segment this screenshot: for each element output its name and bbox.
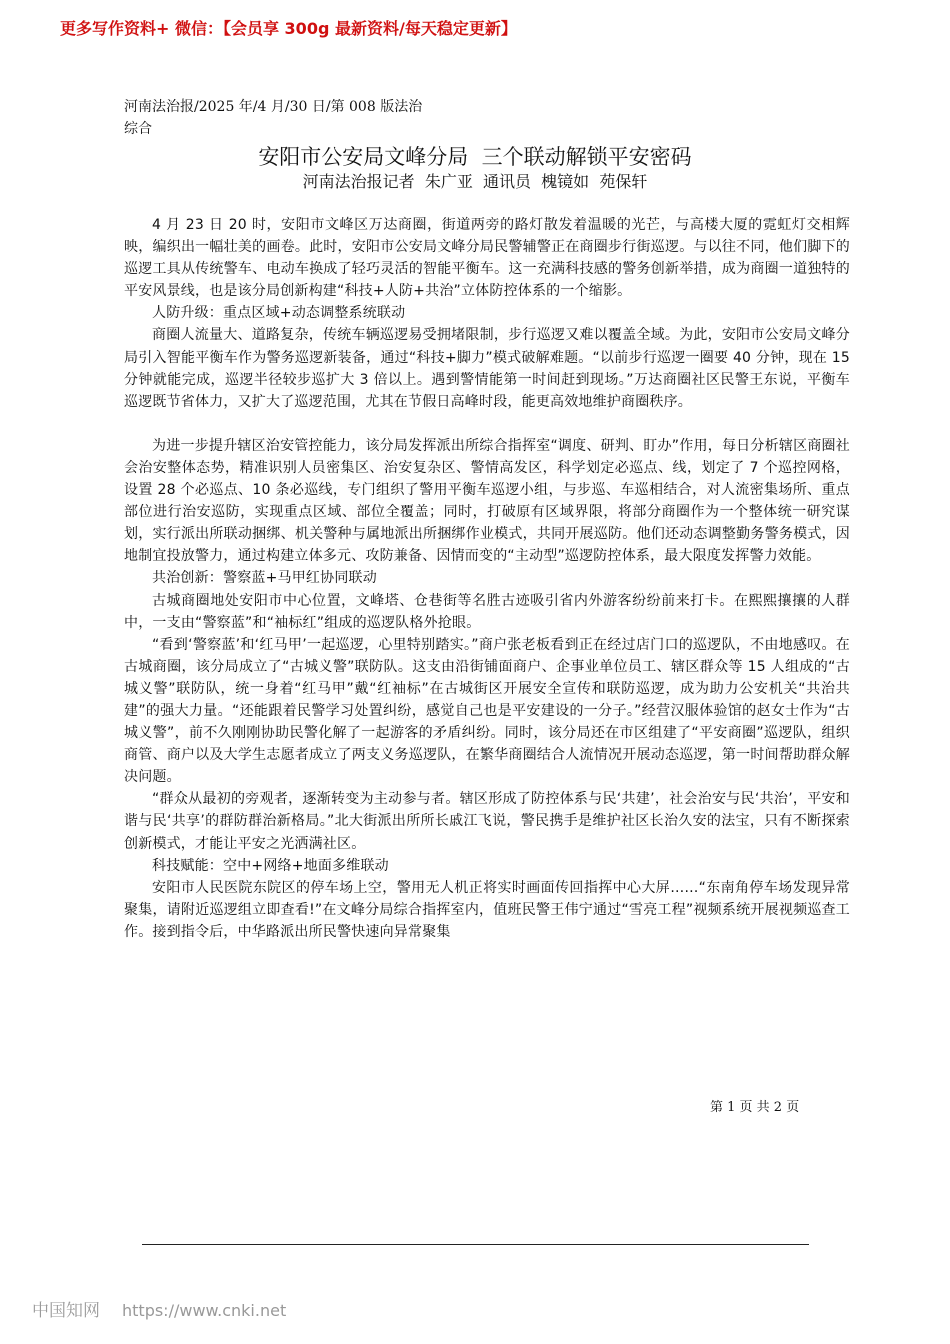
watermark-brand: 中国知网 [32, 1301, 100, 1321]
paragraph: “群众从最初的旁观者，逐渐转变为主动参与者。辖区形成了防控体系与民‘共建’，社会治安与民‘共治’，平安和谐与民‘共享’的群防群治新格局。”北大街派出所所长戚江飞说，警民携手是维护社区长治久安的法宝，只有不断探索创新模式，才能让平安之光洒满社区。 [124, 791, 850, 852]
footer-divider [142, 1244, 809, 1245]
article-byline: 河南法治报记者 朱广亚 通讯员 槐镜如 苑保轩 [302, 172, 648, 191]
paragraph: 商圈人流量大、道路复杂，传统车辆巡逻易受拥堵限制，步行巡逻又难以覆盖全域。为此，安阳市公安局文峰分局引入智能平衡车作为警务巡逻新装备，通过“科技+脚力”模式破解难题。“以前步行巡逻一圈要 40 分钟，现在 15 分钟就能完成，巡逻半径较步巡扩大 3 倍以上。遇到警情能第一时间赶到现场。”万达商圈社区民警王东说，平衡车巡逻既节省体力，又扩大了巡逻范围，尤其在节假日高峰时段，能更高效地维护商圈秩序。 [124, 327, 850, 410]
section-heading: 人防升级：重点区域+动态调整系统联动 [152, 305, 406, 322]
article-body [124, 214, 850, 943]
paragraph: 安阳市人民医院东院区的停车场上空，警用无人机正将实时画面传回指挥中心大屏……“东南角停车场发现异常聚集，请附近巡逻组立即查看!”在文峰分局综合指挥室内，值班民警王伟宁通过“雪亮工程”视频系统开展视频巡查工作。接到指令后，中华路派出所民警快速向异常聚集 [124, 879, 850, 940]
paragraph: 4 月 23 日 20 时，安阳市文峰区万达商圈，街道两旁的路灯散发着温暖的光芒，与高楼大厦的霓虹灯交相辉映，编织出一幅壮美的画卷。此时，安阳市公安局文峰分局民警辅警正在商圈步行街巡逻。与以往不同，他们脚下的巡逻工具从传统警车、电动车换成了轻巧灵活的智能平衡车。这一充满科技感的警务创新举措，成为商圈一道独特的平安风景线，也是该分局创新构建“科技+人防+共治”立体防控体系的一个缩影。 [124, 217, 850, 300]
paragraph: “看到‘警察蓝’和‘红马甲’一起巡逻，心里特别踏实。”商户张老板看到正在经过店门口的巡逻队，不由地感叹。在古城商圈，该分局成立了“古城义警”联防队。这支由沿街铺面商户、企事业单位员工、辖区群众等 15 人组成的“古城义警”联防队，统一身着“红马甲”戴“红袖标”在古城街区开展安全宣传和联防巡逻，成为助力公安机关“共治共建”的强大力量。“还能跟着民警学习处置纠纷，感觉自己也是平安建设的一分子。”经营汉服体验馆的赵女士作为“古城义警”，前不久刚刚协助民警化解了一起游客的矛盾纠纷。同时，该分局还在市区组建了“平安商圈”巡逻队，组织商管、商户以及大学生志愿者成立了两支义务巡逻队，在繁华商圈结合人流情况开展动态巡逻，第一时间帮助群众解决问题。 [124, 636, 850, 786]
section-heading: 科技赋能：空中+网络+地面多维联动 [152, 857, 389, 874]
section-heading: 共治创新：警察蓝+马甲红协同联动 [152, 570, 377, 587]
promo-banner: 更多写作资料+ 微信：【会员享 300g 最新资料/每天稳定更新】 [60, 19, 517, 38]
paragraph-spacer [124, 413, 850, 435]
watermark-url: https://www.cnki.net [122, 1301, 287, 1320]
cnki-watermark [32, 1296, 286, 1321]
page-number: 第 1 页 共 2 页 [710, 1100, 800, 1115]
paragraph: 古城商圈地处安阳市中心位置，文峰塔、仓巷街等名胜古迹吸引省内外游客纷纷前来打卡。在熙熙攘攘的人群中，一支由“警察蓝”和“袖标红”组成的巡逻队格外抢眼。 [124, 592, 850, 631]
article-source: 河南法治报/2025 年/4 月/30 日/第 008 版法治综合 [124, 99, 423, 137]
paragraph: 为进一步提升辖区治安管控能力，该分局发挥派出所综合指挥室“调度、研判、盯办”作用，每日分析辖区商圈社会治安整体态势，精准识别人员密集区、治安复杂区、警情高发区，科学划定必巡点、线，划定了 7 个巡控网格，设置 28 个必巡点、10 条必巡线，专门组织了警用平衡车巡逻小组，与步巡、车巡相结合，对人流密集场所、重点部位进行治安巡防，实现重点区域、部位全覆盖；同时，打破原有区域界限，将部分商圈作为一个整体统一研究谋划，实行派出所联动捆绑、机关警种与属地派出所捆绑作业模式，共同开展巡防。他们还动态调整勤务警务模式，因地制宜投放警力，通过构建立体多元、攻防兼备、因情而变的“主动型”巡逻防控体系，最大限度发挥警力效能。 [124, 437, 850, 565]
article-title: 安阳市公安局文峰分局 三个联动解锁平安密码 [258, 145, 692, 169]
